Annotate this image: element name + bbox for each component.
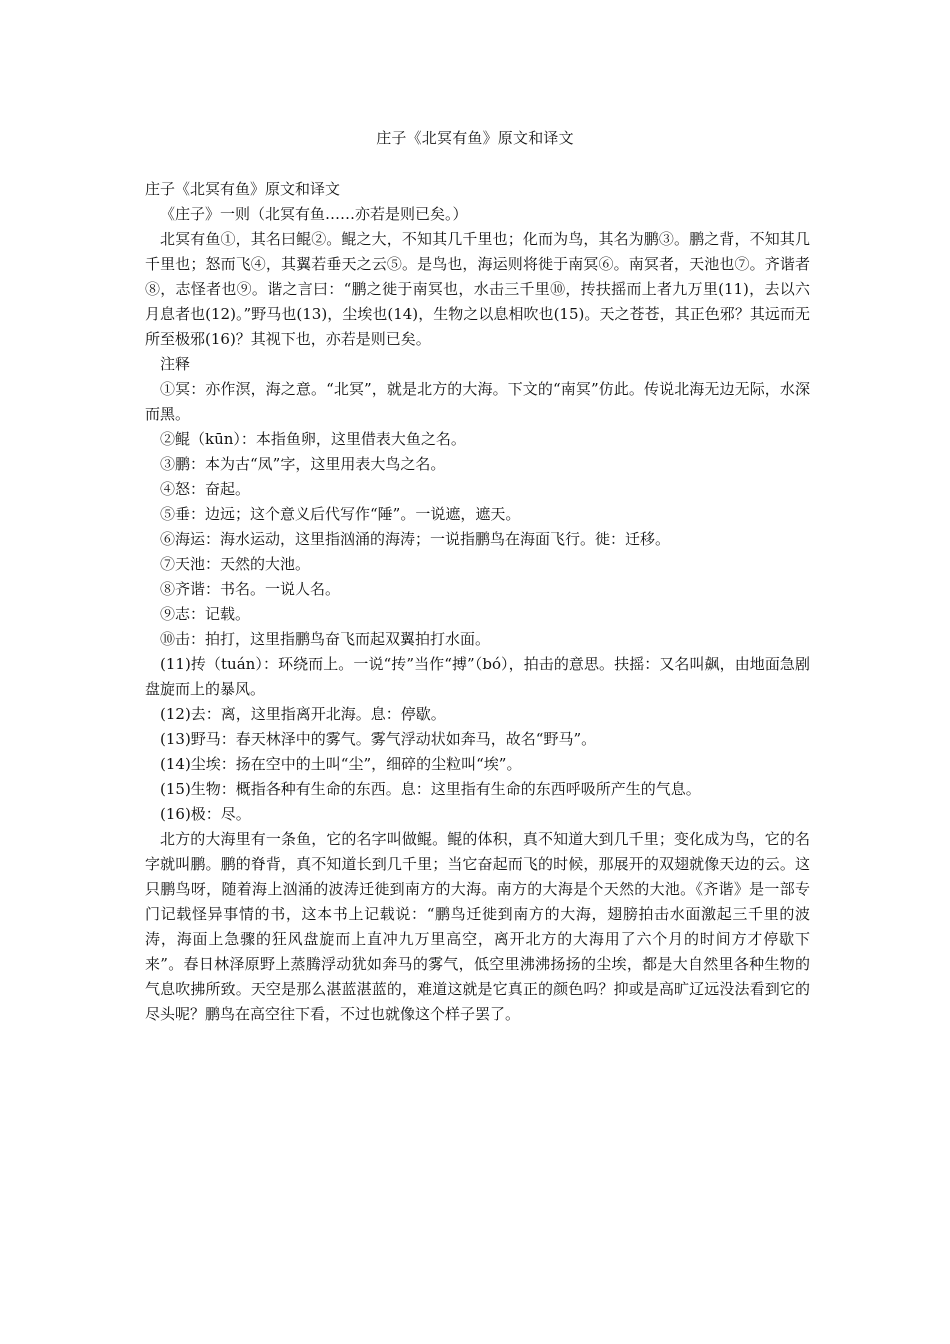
note-item: (13)野马：春天林泽中的雾气。雾气浮动状如奔马，故名“野马”。 (160, 730, 597, 748)
note-item: ①冥：亦作溟，海之意。“北冥”，就是北方的大海。下文的“南冥”仿此。传说北海无边无际，水深而黑。 (145, 380, 810, 423)
note-item: ⑥海运：海水运动，这里指汹涌的海涛；一说指鹏鸟在海面飞行。徙：迁移。 (160, 530, 671, 548)
note-item: ⑩击：拍打，这里指鹏鸟奋飞而起双翼拍打水面。 (160, 630, 491, 648)
note-item: ③鹏：本为古“凤”字，这里用表大鸟之名。 (160, 455, 446, 473)
translation-paragraph: 北方的大海里有一条鱼，它的名字叫做鲲。鲲的体积，真不知道大到几千里；变化成为鸟，它的名字就叫鹏。鹏的脊背，真不知道长到几千里；当它奋起而飞的时候，那展开的双翅就像天边的云。这只鹏鸟呀，随着海上汹涌的波涛迁徙到南方的大海。南方的大海是个天然的大池。《齐谐》是一部专门记载怪异事情的书，这本书上记载说：“鹏鸟迁徙到南方的大海，翅膀拍击水面激起三千里的波涛，海面上急骤的狂风盘旋而上直冲九万里高空，离开北方的大海用了六个月的时间方才停歇下来”。春日林泽原野上蒸腾浮动犹如奔马的雾气，低空里沸沸扬扬的尘埃，都是大自然里各种生物的气息吹拂所致。天空是那么湛蓝湛蓝的，难道这就是它真正的颜色吗？抑或是高旷辽远没法看到它的尽头呢？鹏鸟在高空往下看，不过也就像这个样子罢了。 (145, 830, 810, 1023)
note-item: (15)生物：概指各种有生命的东西。息：这里指有生命的东西呼吸所产生的气息。 (160, 780, 701, 798)
note-item: (16)极：尽。 (160, 805, 251, 823)
note-item: ⑧齐谐：书名。一说人名。 (160, 580, 341, 598)
note-item: ②鲲（kūn）：本指鱼卵，这里借表大鱼之名。 (160, 430, 466, 448)
note-item: ⑦天池：天然的大池。 (160, 555, 311, 573)
original-text-paragraph: 北冥有鱼①，其名曰鲲②。鲲之大，不知其几千里也；化而为鸟，其名为鹏③。鹏之背，不知其几千里也；怒而飞④，其翼若垂天之云⑤。是鸟也，海运则将徙于南冥⑥。南冥者，天池也⑦。齐谐者⑧，志怪者也⑨。谐之言曰：“鹏之徙于南冥也，水击三千里⑩，抟扶摇而上者九万里(11)，去以六月息者也(12)。”野马也(13)，尘埃也(14)，生物之以息相吹也(15)。天之苍苍，其正色邪？其远而无所至极邪(16)？其视下也，亦若是则已矣。 (145, 230, 810, 348)
document-heading: 庄子《北冥有鱼》原文和译文 (145, 180, 341, 198)
note-item: ④怒：奋起。 (160, 480, 251, 498)
note-item: ⑤垂：边远；这个意义后代写作“陲”。一说遮，遮天。 (160, 505, 521, 523)
document-title: 庄子《北冥有鱼》原文和译文 (376, 129, 574, 147)
note-item: (11)抟（tuán）：环绕而上。一说“抟”当作“搏”（bó），拍击的意思。扶摇：又名叫飙，由地面急剧盘旋而上的暴风。 (145, 655, 810, 698)
note-item: ⑨志：记载。 (160, 605, 251, 623)
document-body (145, 177, 810, 1027)
document-subtitle: 《庄子》一则（北冥有鱼……亦若是则已矣。） (160, 205, 468, 223)
note-item: (14)尘埃：扬在空中的土叫“尘”，细碎的尘粒叫“埃”。 (160, 755, 522, 773)
notes-heading: 注释 (160, 355, 191, 373)
note-item: (12)去：离，这里指离开北海。息：停歇。 (160, 705, 446, 723)
